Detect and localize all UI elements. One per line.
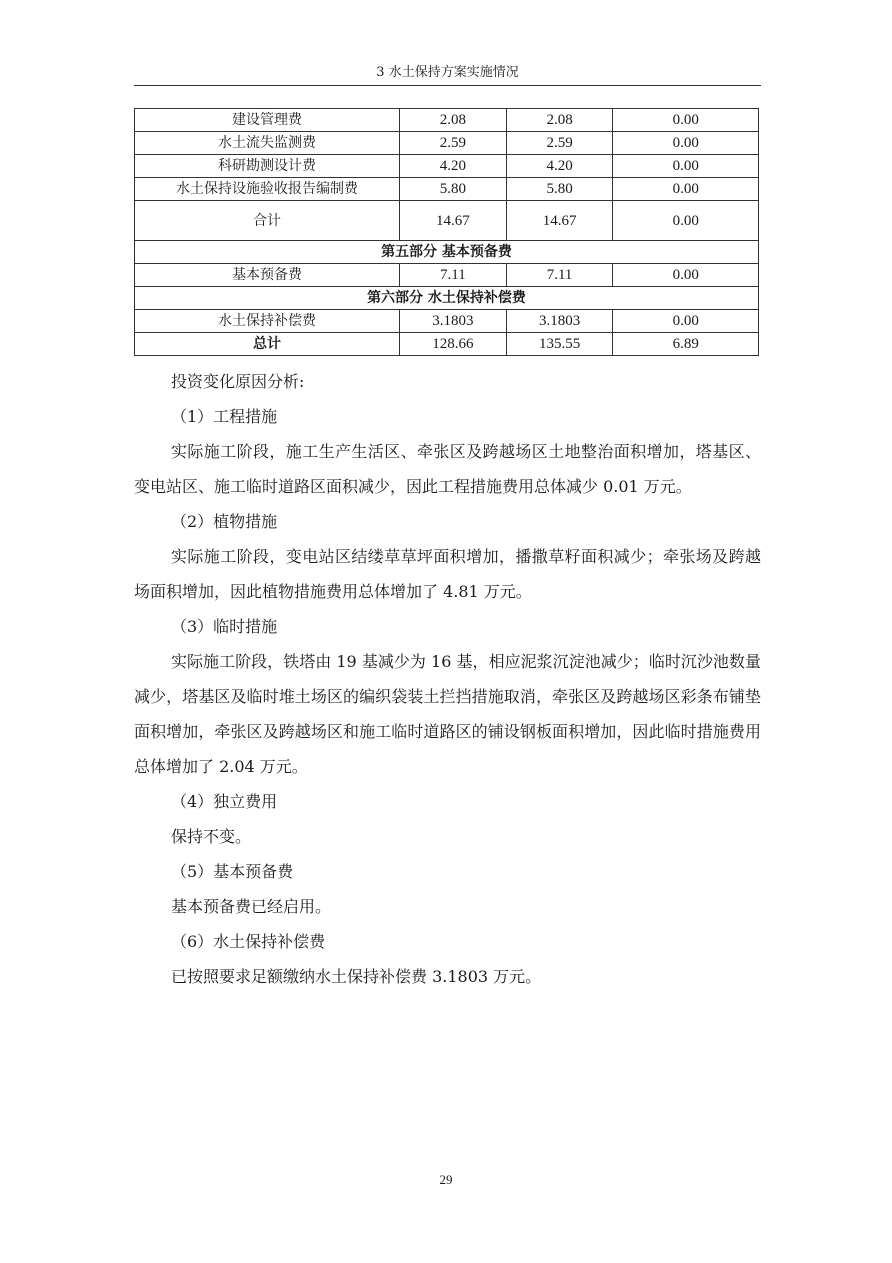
table-row xyxy=(135,132,759,155)
value-cell: 128.66 xyxy=(399,333,506,356)
value-cell: 0.00 xyxy=(613,109,759,132)
section-heading: 第五部分 基本预备费 xyxy=(135,241,759,264)
row-name: 基本预备费 xyxy=(135,264,400,287)
table-row xyxy=(135,109,759,132)
subheading-reserve: （5）基本预备费 xyxy=(171,862,294,881)
value-cell: 0.00 xyxy=(613,201,759,241)
value-cell: 2.59 xyxy=(506,132,613,155)
section-heading: 第六部分 水土保持补偿费 xyxy=(135,287,759,310)
investment-table xyxy=(134,108,759,356)
analysis-intro: 投资变化原因分析: xyxy=(171,372,305,391)
value-cell: 2.59 xyxy=(399,132,506,155)
value-cell: 0.00 xyxy=(613,132,759,155)
paragraph-vegetation: 实际施工阶段，变电站区结缕草草坪面积增加，播撒草籽面积减少；牵张场及跨越场面积增加，因此植物措施费用总体增加了 4.81 万元。 xyxy=(134,547,761,601)
value-cell: 4.20 xyxy=(399,155,506,178)
value-cell: 0.00 xyxy=(613,310,759,333)
value-cell: 7.11 xyxy=(506,264,613,287)
value-cell: 5.80 xyxy=(399,178,506,201)
total-row xyxy=(135,333,759,356)
page-number: 29 xyxy=(439,1172,453,1187)
subheading-engineering: （1）工程措施 xyxy=(171,407,278,426)
subheading-temporary: （3）临时措施 xyxy=(171,617,278,636)
row-name: 水土保持补偿费 xyxy=(135,310,400,333)
table-row xyxy=(135,155,759,178)
value-cell: 5.80 xyxy=(506,178,613,201)
row-name: 合计 xyxy=(135,201,400,241)
paragraph-compensation: 已按照要求足额缴纳水土保持补偿费 3.1803 万元。 xyxy=(171,967,542,986)
subheading-vegetation: （2）植物措施 xyxy=(171,512,278,531)
table-row xyxy=(135,264,759,287)
section-row xyxy=(135,241,759,264)
paragraph-temporary: 实际施工阶段，铁塔由 19 基减少为 16 基，相应泥浆沉淀池减少；临时沉沙池数量减少，塔基区及临时堆土场区的编织袋装土拦挡措施取消，牵张区及跨越场区彩条布铺垫面积增加，牵张区及跨越场区和施工临时道路区的铺设钢板面积增加，因此临时措施费用总体增加了 2.04 万元。 xyxy=(134,652,761,776)
subheading-compensation: （6）水土保持补偿费 xyxy=(171,932,326,951)
value-cell: 0.00 xyxy=(613,155,759,178)
subheading-independent: （4）独立费用 xyxy=(171,792,278,811)
value-cell: 14.67 xyxy=(506,201,613,241)
value-cell: 3.1803 xyxy=(506,310,613,333)
row-name: 科研勘测设计费 xyxy=(135,155,400,178)
running-header: 3 水土保持方案实施情况 xyxy=(376,65,519,80)
row-name: 总计 xyxy=(135,333,400,356)
value-cell: 3.1803 xyxy=(399,310,506,333)
value-cell: 4.20 xyxy=(506,155,613,178)
table-row xyxy=(135,310,759,333)
value-cell: 14.67 xyxy=(399,201,506,241)
table-row xyxy=(135,178,759,201)
subtotal-row xyxy=(135,201,759,241)
header-rule xyxy=(134,85,761,86)
row-name: 建设管理费 xyxy=(135,109,400,132)
paragraph-reserve: 基本预备费已经启用。 xyxy=(171,897,332,916)
analysis-body xyxy=(134,364,761,994)
value-cell: 2.08 xyxy=(399,109,506,132)
value-cell: 0.00 xyxy=(613,178,759,201)
value-cell: 2.08 xyxy=(506,109,613,132)
row-name: 水土保持设施验收报告编制费 xyxy=(135,178,400,201)
value-cell: 6.89 xyxy=(613,333,759,356)
section-row xyxy=(135,287,759,310)
value-cell: 7.11 xyxy=(399,264,506,287)
paragraph-engineering: 实际施工阶段，施工生产生活区、牵张区及跨越场区土地整治面积增加，塔基区、变电站区、施工临时道路区面积减少，因此工程措施费用总体减少 0.01 万元。 xyxy=(134,442,761,496)
value-cell: 135.55 xyxy=(506,333,613,356)
value-cell: 0.00 xyxy=(613,264,759,287)
row-name: 水土流失监测费 xyxy=(135,132,400,155)
paragraph-independent: 保持不变。 xyxy=(171,827,252,846)
